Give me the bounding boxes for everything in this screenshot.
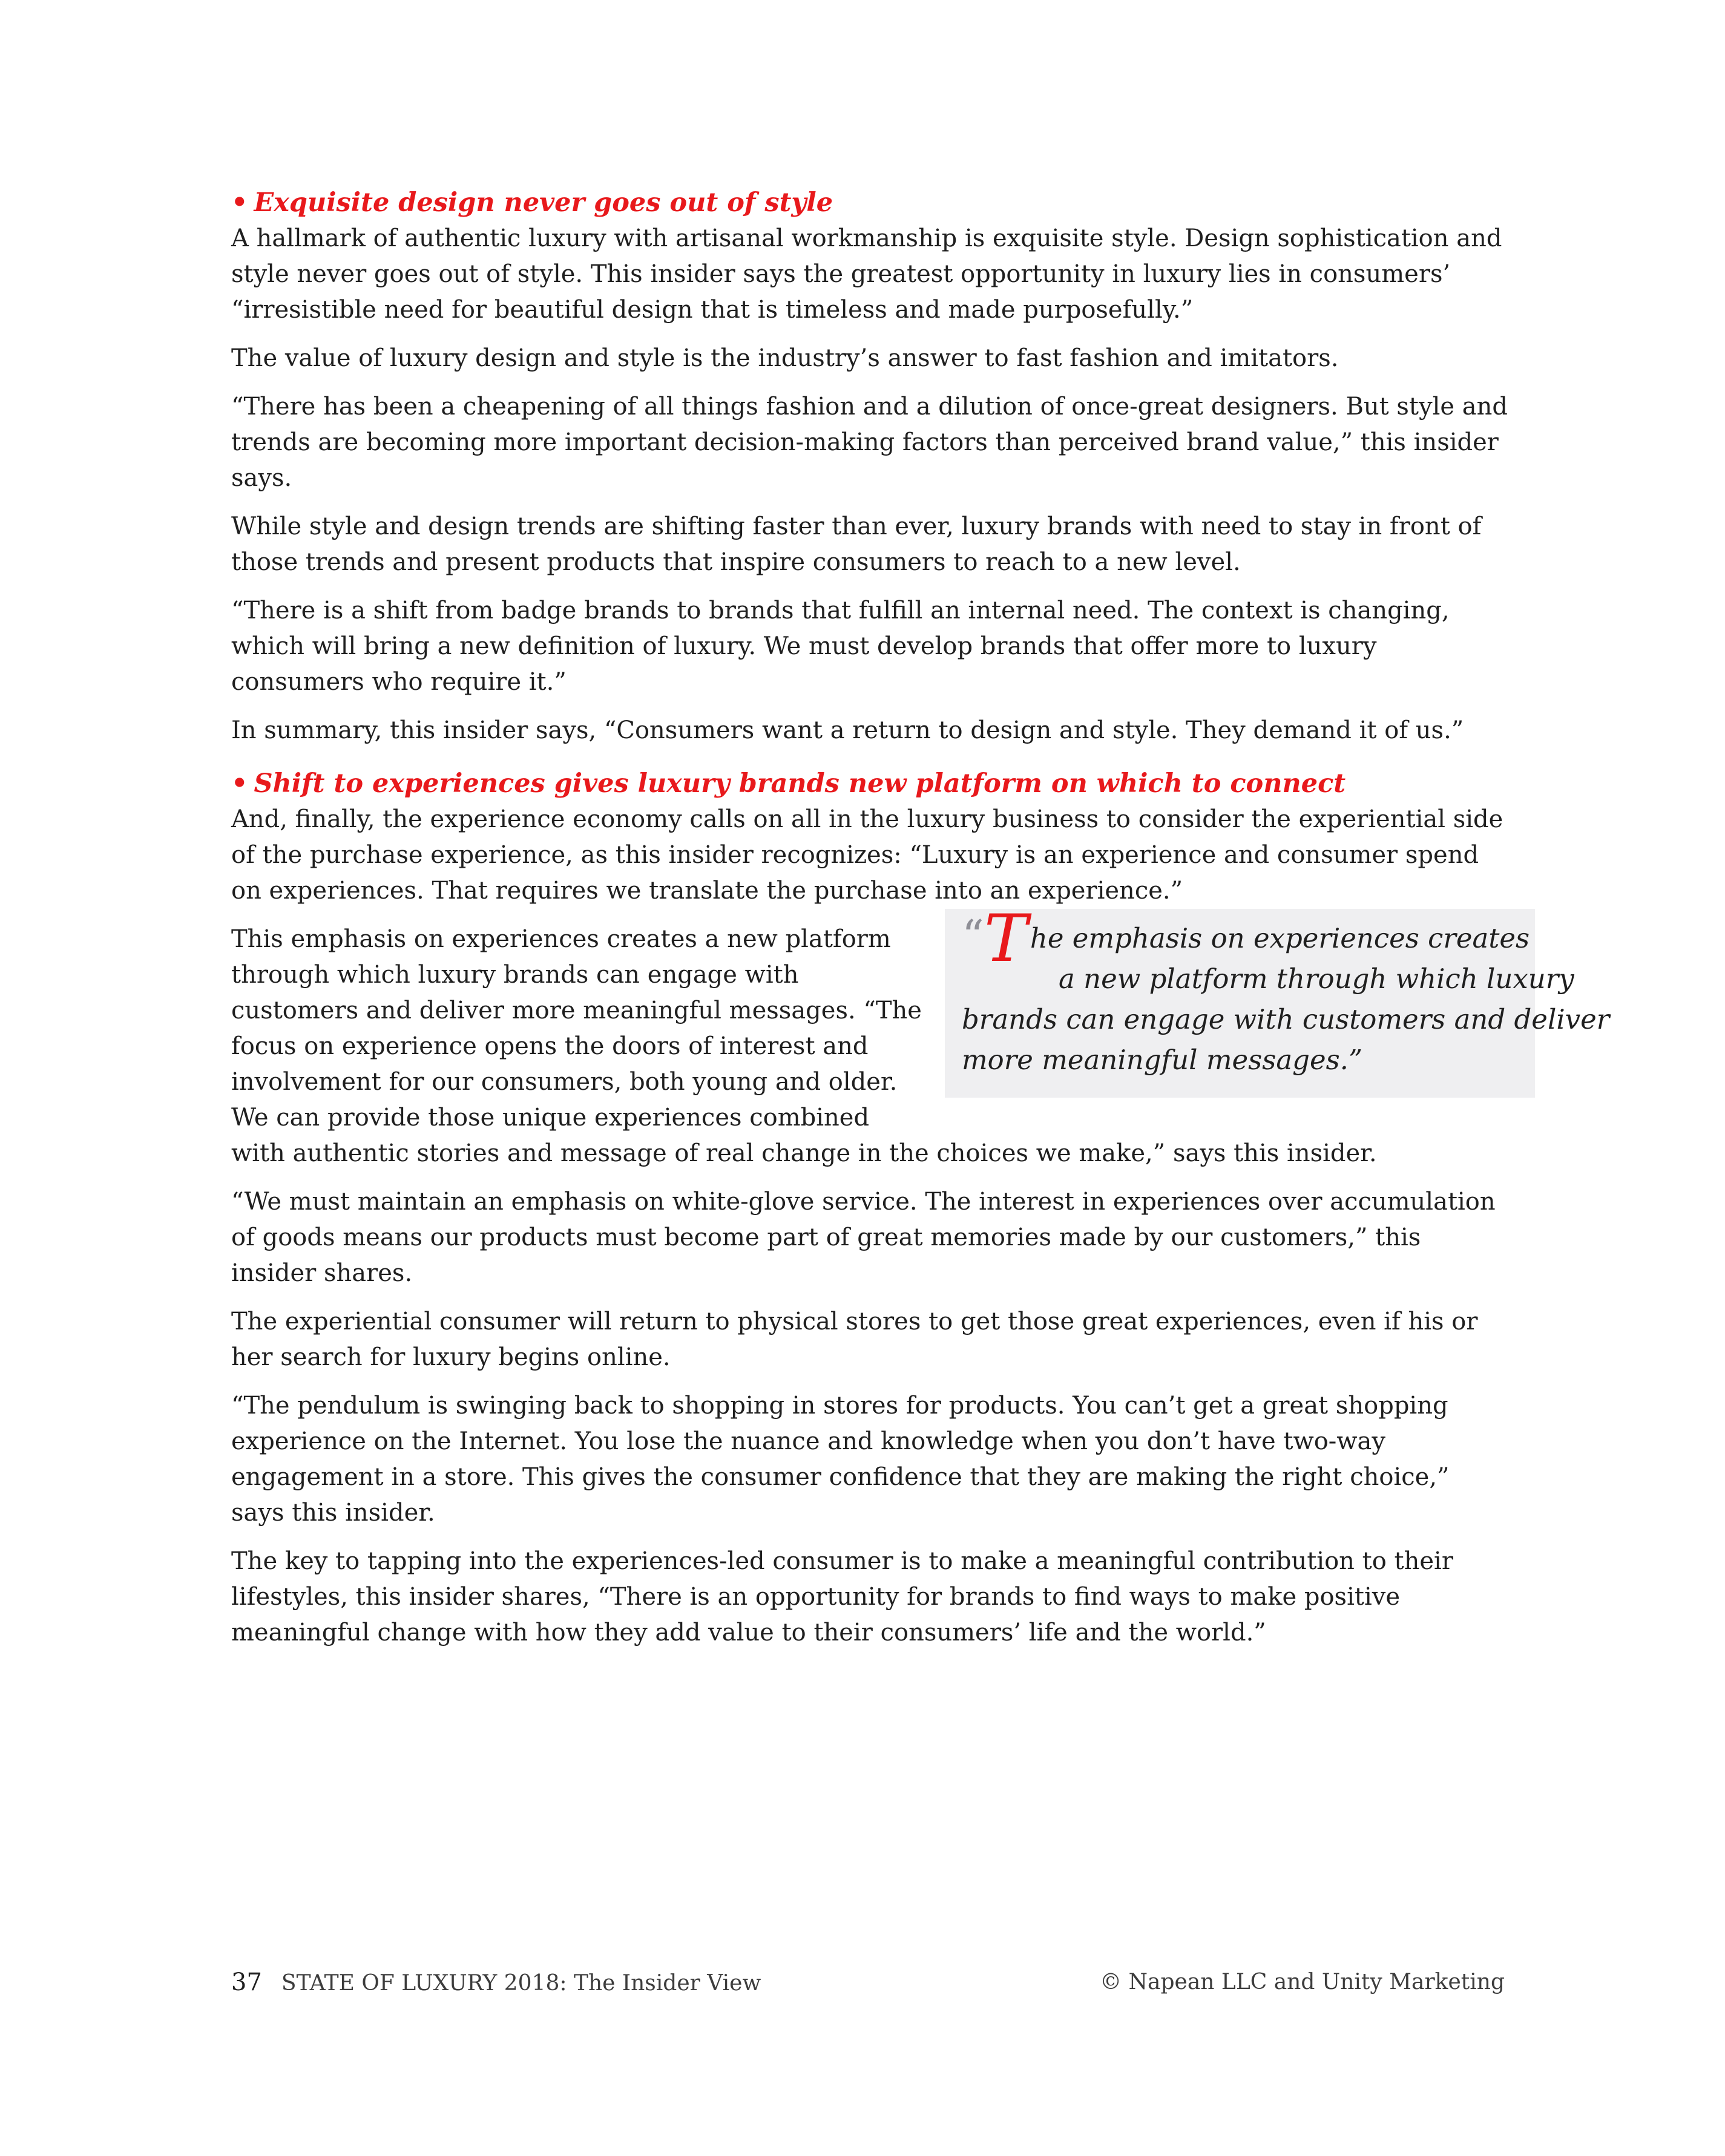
paragraph: “We must maintain an emphasis on white-glove service. The interest in experiences over accumulation of goods means our products must become part of great memories made by our customers,” this insider shares.: [231, 1188, 1496, 1287]
page-number: 37: [231, 1968, 262, 1996]
document-title: STATE OF LUXURY 2018: The Insider View: [281, 1971, 761, 1996]
paragraph: “There is a shift from badge brands to brands that fulfill an internal need. The context is changing, which will bring a new definition of luxury. We must develop brands that offer more to luxury consumers who require it.”: [231, 597, 1450, 696]
drop-cap: T: [984, 901, 1028, 977]
paragraph: “The pendulum is swinging back to shopping in stores for products. You can’t get a great shopping experience on the Internet. You lose the nuance and knowledge when you don’t have two-way engagement in a store. This gives the consumer confidence that they are making the right choice,” says this insider.: [231, 1392, 1450, 1527]
paragraph: And, finally, the experience economy calls on all in the luxury business to consider the experiential side of the purchase experience, as this insider recognizes: “Luxury is an experience and consumer spend on experiences. That requires we translate the purchase into an experience.”: [231, 805, 1503, 905]
pull-quote-line: brands can engage with customers and deliver: [962, 1003, 1610, 1035]
paragraph: “There has been a cheapening of all things fashion and a dilution of once-great designers. But style and trends are becoming more important decision-making factors than perceived brand value,” this insider says.: [231, 393, 1508, 492]
pull-quote: [945, 901, 1610, 1098]
open-quote-icon: “: [962, 911, 984, 962]
bullet-icon: •: [231, 188, 248, 218]
pull-quote-line: he emphasis on experiences creates: [1030, 922, 1530, 954]
section-heading-text: Shift to experiences gives luxury brands new platform on which to connect: [254, 768, 1346, 799]
article-body: [231, 185, 1610, 1663]
section-heading-text: Exquisite design never goes out of style: [254, 188, 833, 218]
paragraph: The value of luxury design and style is the industry’s answer to fast fashion and imitators.: [231, 344, 1339, 372]
paragraph: The experiential consumer will return to physical stores to get those great experiences, even if his or her search for luxury begins online.: [231, 1308, 1478, 1371]
pull-quote-line: more meaningful messages.”: [962, 1044, 1362, 1076]
footer-left: [231, 1968, 761, 1998]
paragraph: The key to tapping into the experiences-led consumer is to make a meaningful contribution to their lifestyles, this insider shares, “There is an opportunity for brands to find ways to make positive meaningful change with how they add value to their consumers’ life and the world.”: [231, 1547, 1453, 1646]
paragraph: A hallmark of authentic luxury with artisanal workmanship is exquisite style. Design sophistication and style never goes out of style. This insider says the greatest opportunity in luxury lies in consumers’ “irresistible need for beautiful design that is timeless and made purposefully.”: [231, 224, 1502, 324]
copyright-notice: © Napean LLC and Unity Marketing: [1100, 1970, 1505, 1994]
section-heading-experiences: [231, 765, 1508, 802]
pull-quote-line: a new platform through which luxury: [1059, 963, 1574, 995]
section-heading-design: [231, 185, 1508, 221]
paragraph: In summary, this insider says, “Consumers want a return to design and style. They demand it of us.”: [231, 716, 1464, 744]
paragraph: While style and design trends are shifting faster than ever, luxury brands with need to stay in front of those trends and present products that inspire consumers to reach to a new level.: [231, 513, 1482, 576]
page-footer: [231, 1968, 1505, 1997]
bullet-icon: •: [231, 768, 248, 799]
paragraph: This emphasis on experiences creates a new platform through which luxury brands can engage with customers and deliver more meaningful messages. “The focus on experience opens the doors of interest and involvement for our consumers, both young and older. We can provide those unique experiences combined with authentic stories and message of real change in the choices we make,” says this insider.: [231, 925, 1377, 1167]
